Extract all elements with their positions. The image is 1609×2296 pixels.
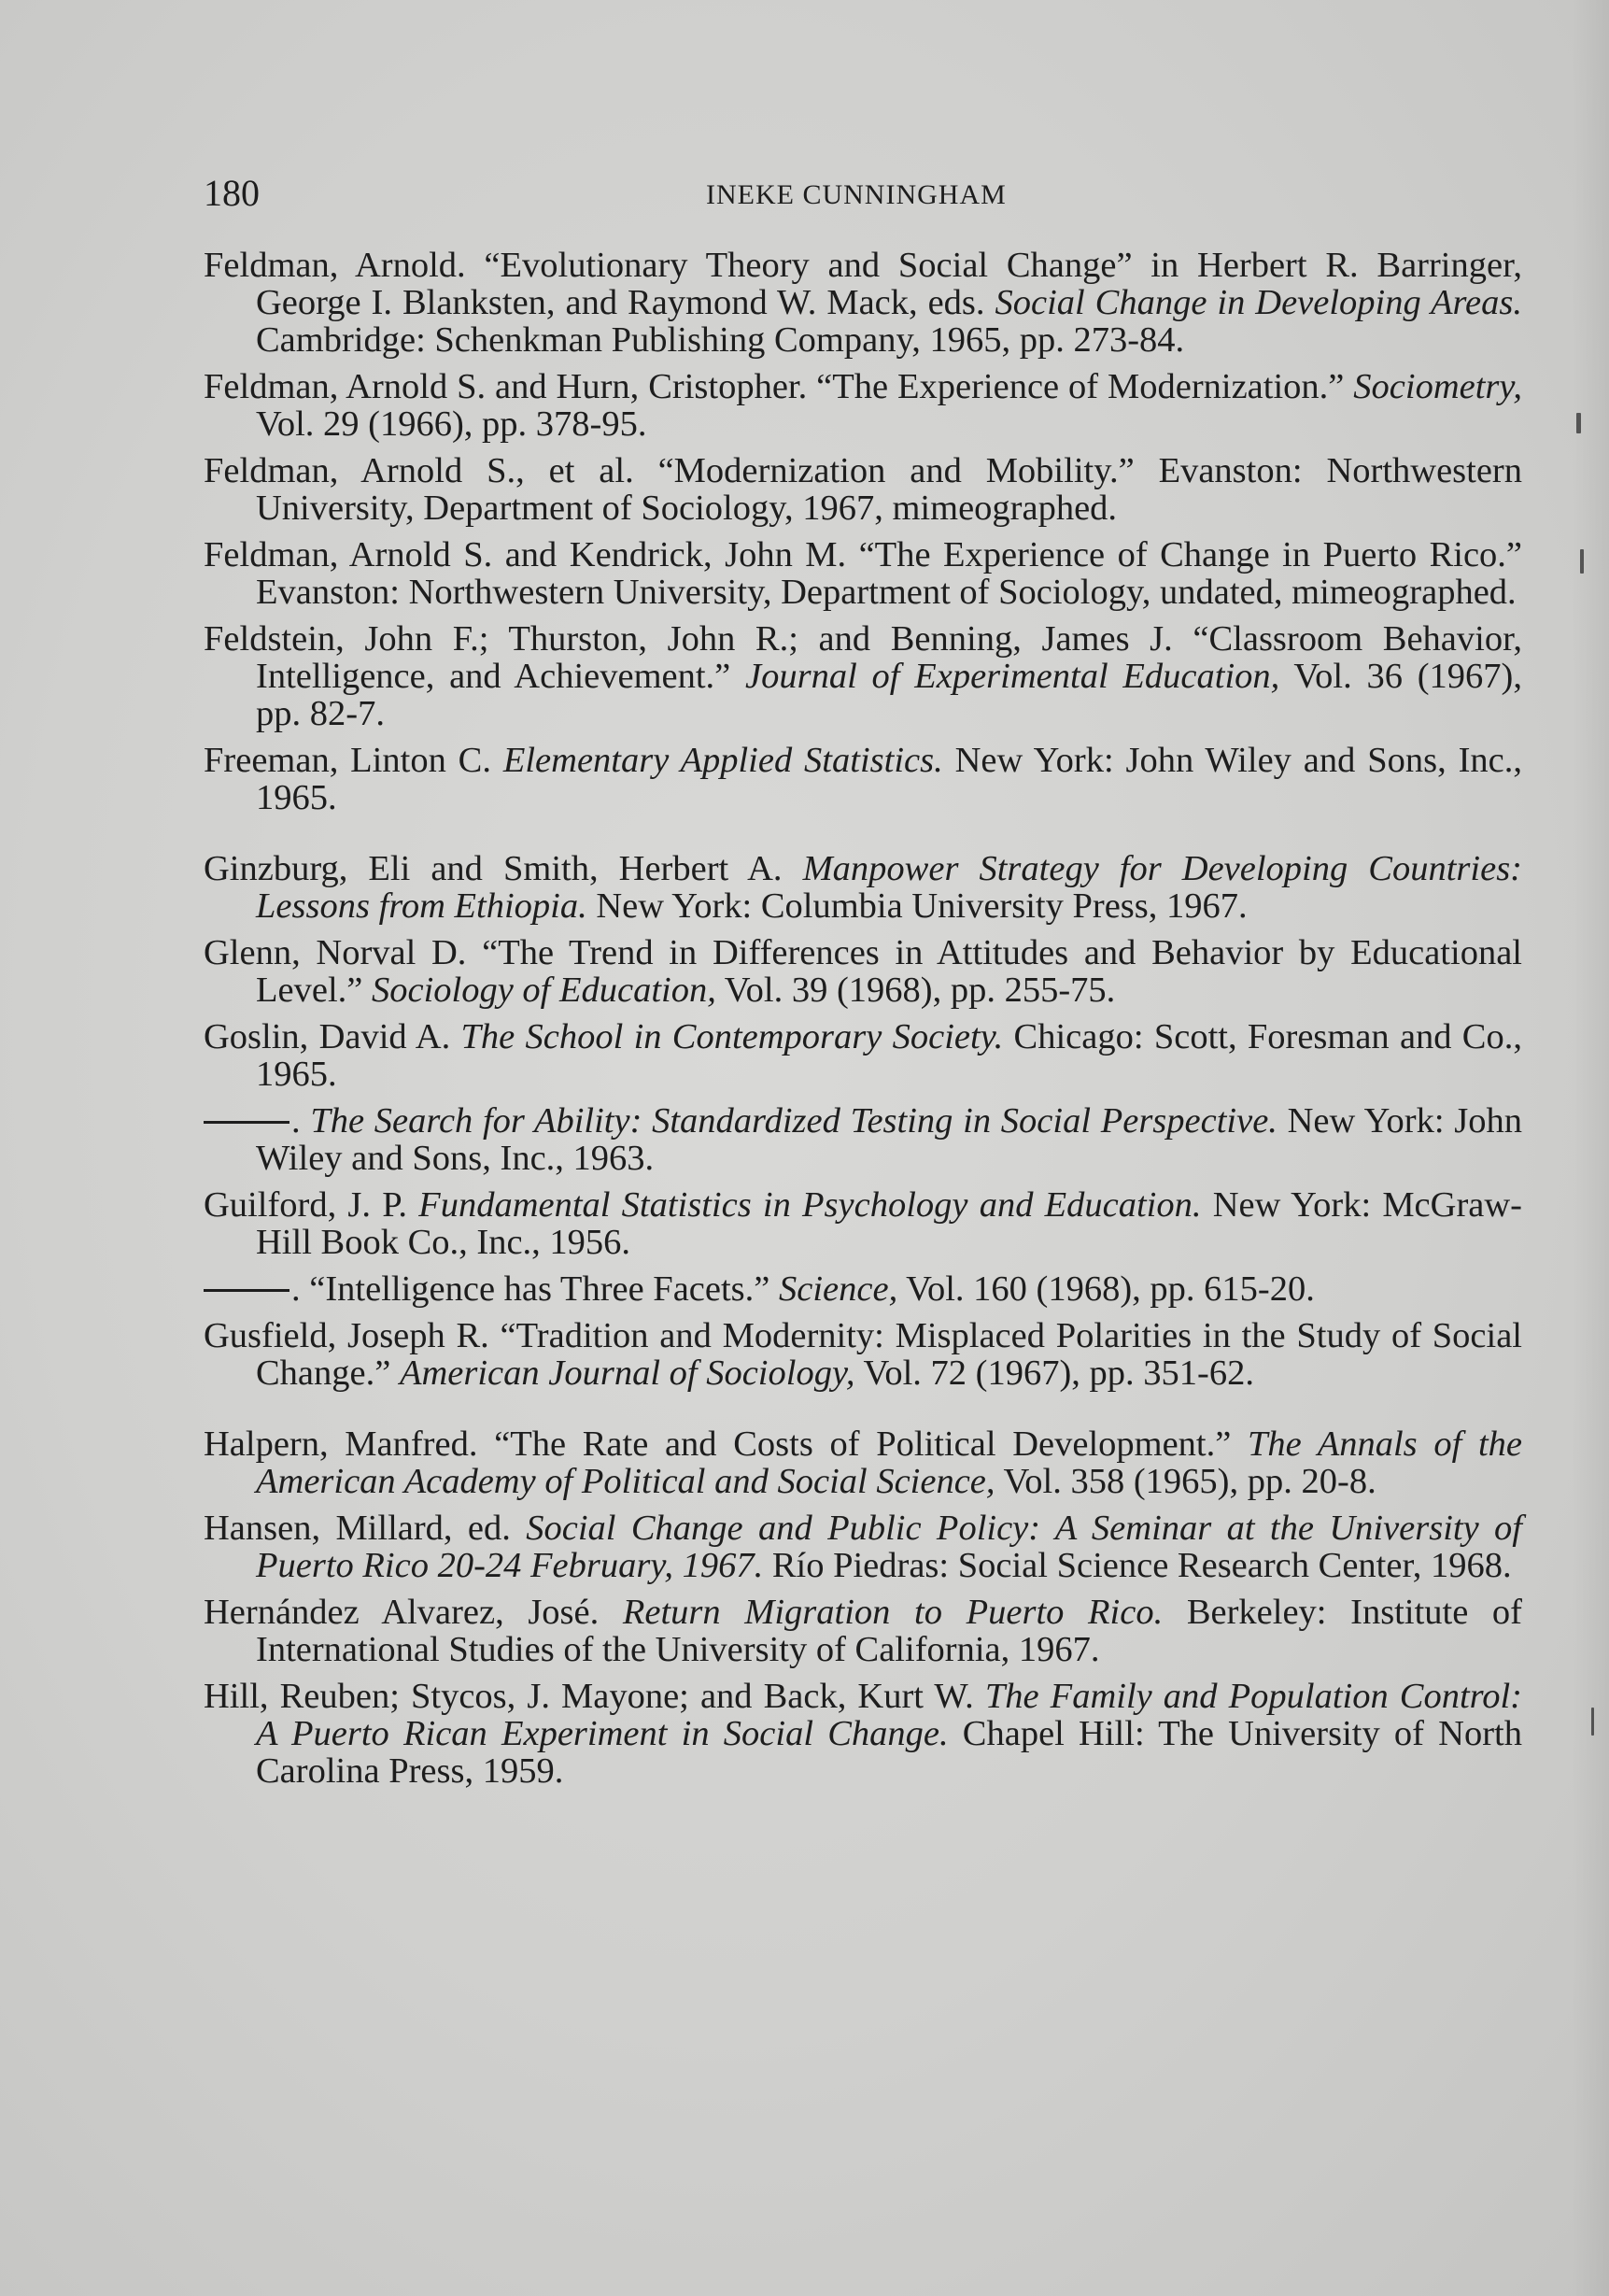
bib-entry-feldman-et-al: Feldman, Arnold S., et al. “Modernization and Mobility.” Evanston: Northwestern University, Department of Sociology, 1967, mimeographed.: [204, 451, 1522, 528]
bib-entry-goslin-1963: . The Search for Ability: Standardized Testing in Social Perspective. New York: John Wiley and Sons, Inc., 1963.: [204, 1102, 1522, 1177]
scan-mark: [1576, 413, 1581, 433]
scan-mark: [1580, 549, 1584, 574]
ditto-dash: [204, 1121, 289, 1124]
bib-entry-gusfield: Gusfield, Joseph R. “Tradition and Modernity: Misplaced Polarities in the Study of Social Change.” American Journal of Sociology, Vol. 72 (1967), pp. 351-62.: [204, 1316, 1522, 1393]
bib-entry-hill: Hill, Reuben; Stycos, J. Mayone; and Back, Kurt W. The Family and Population Control: A Puerto Rican Experiment in Social Change. Chapel Hill: The University of North Carolina Press, 1959.: [204, 1677, 1522, 1791]
bib-entry-feldstein: Feldstein, John F.; Thurston, John R.; and Benning, James J. “Classroom Behavior, Intelligence, and Achievement.” Journal of Experimental Education, Vol. 36 (1967), pp. 82-7.: [204, 619, 1522, 733]
page-number: 180: [204, 172, 260, 214]
running-head: [204, 170, 1522, 217]
bib-entry-feldman-hurn: Feldman, Arnold S. and Hurn, Cristopher. “The Experience of Modernization.” Sociometry, Vol. 29 (1966), pp. 378-95.: [204, 367, 1522, 444]
bib-entry-guilford-1956: Guilford, J. P. Fundamental Statistics in Psychology and Education. New York: McGraw-Hill Book Co., Inc., 1956.: [204, 1185, 1522, 1262]
bib-entry-guilford-1968: . “Intelligence has Three Facets.” Science, Vol. 160 (1968), pp. 615-20.: [204, 1270, 1522, 1308]
bibliography-list: [204, 247, 1522, 1799]
scan-mark: [1591, 1708, 1594, 1736]
bib-entry-hernandez: Hernández Alvarez, José. Return Migration to Puerto Rico. Berkeley: Institute of International Studies of the University of California, 1967.: [204, 1593, 1522, 1669]
ditto-dash: [204, 1289, 289, 1292]
bib-entry-feldman-1965: Feldman, Arnold. “Evolutionary Theory and Social Change” in Herbert R. Barringer, George I. Blanksten, and Raymond W. Mack, eds. Social Change in Developing Areas. Cambridge: Schenkman Publishing Company, 1965, pp. 273-84.: [204, 246, 1522, 360]
bib-entry-goslin-1965: Goslin, David A. The School in Contemporary Society. Chicago: Scott, Foresman and Co., 1965.: [204, 1017, 1522, 1094]
bib-entry-freeman: Freeman, Linton C. Elementary Applied Statistics. New York: John Wiley and Sons, Inc., 1965.: [204, 741, 1522, 817]
bib-entry-hansen: Hansen, Millard, ed. Social Change and Public Policy: A Seminar at the University of Puerto Rico 20-24 February, 1967. Río Piedras: Social Science Research Center, 1968.: [204, 1509, 1522, 1585]
bib-entry-halpern: Halpern, Manfred. “The Rate and Costs of Political Development.” The Annals of the American Academy of Political and Social Science, Vol. 358 (1965), pp. 20-8.: [204, 1424, 1522, 1501]
bib-entry-feldman-kendrick: Feldman, Arnold S. and Kendrick, John M. “The Experience of Change in Puerto Rico.” Evanston: Northwestern University, Department of Sociology, undated, mimeographed.: [204, 535, 1522, 612]
header-author: INEKE CUNNINGHAM: [706, 179, 1007, 210]
bib-entry-ginzburg: Ginzburg, Eli and Smith, Herbert A. Manpower Strategy for Developing Countries: Lessons from Ethiopia. New York: Columbia University Press, 1967.: [204, 849, 1522, 926]
bib-entry-glenn: Glenn, Norval D. “The Trend in Differences in Attitudes and Behavior by Educational Level.” Sociology of Education, Vol. 39 (1968), pp. 255-75.: [204, 933, 1522, 1010]
